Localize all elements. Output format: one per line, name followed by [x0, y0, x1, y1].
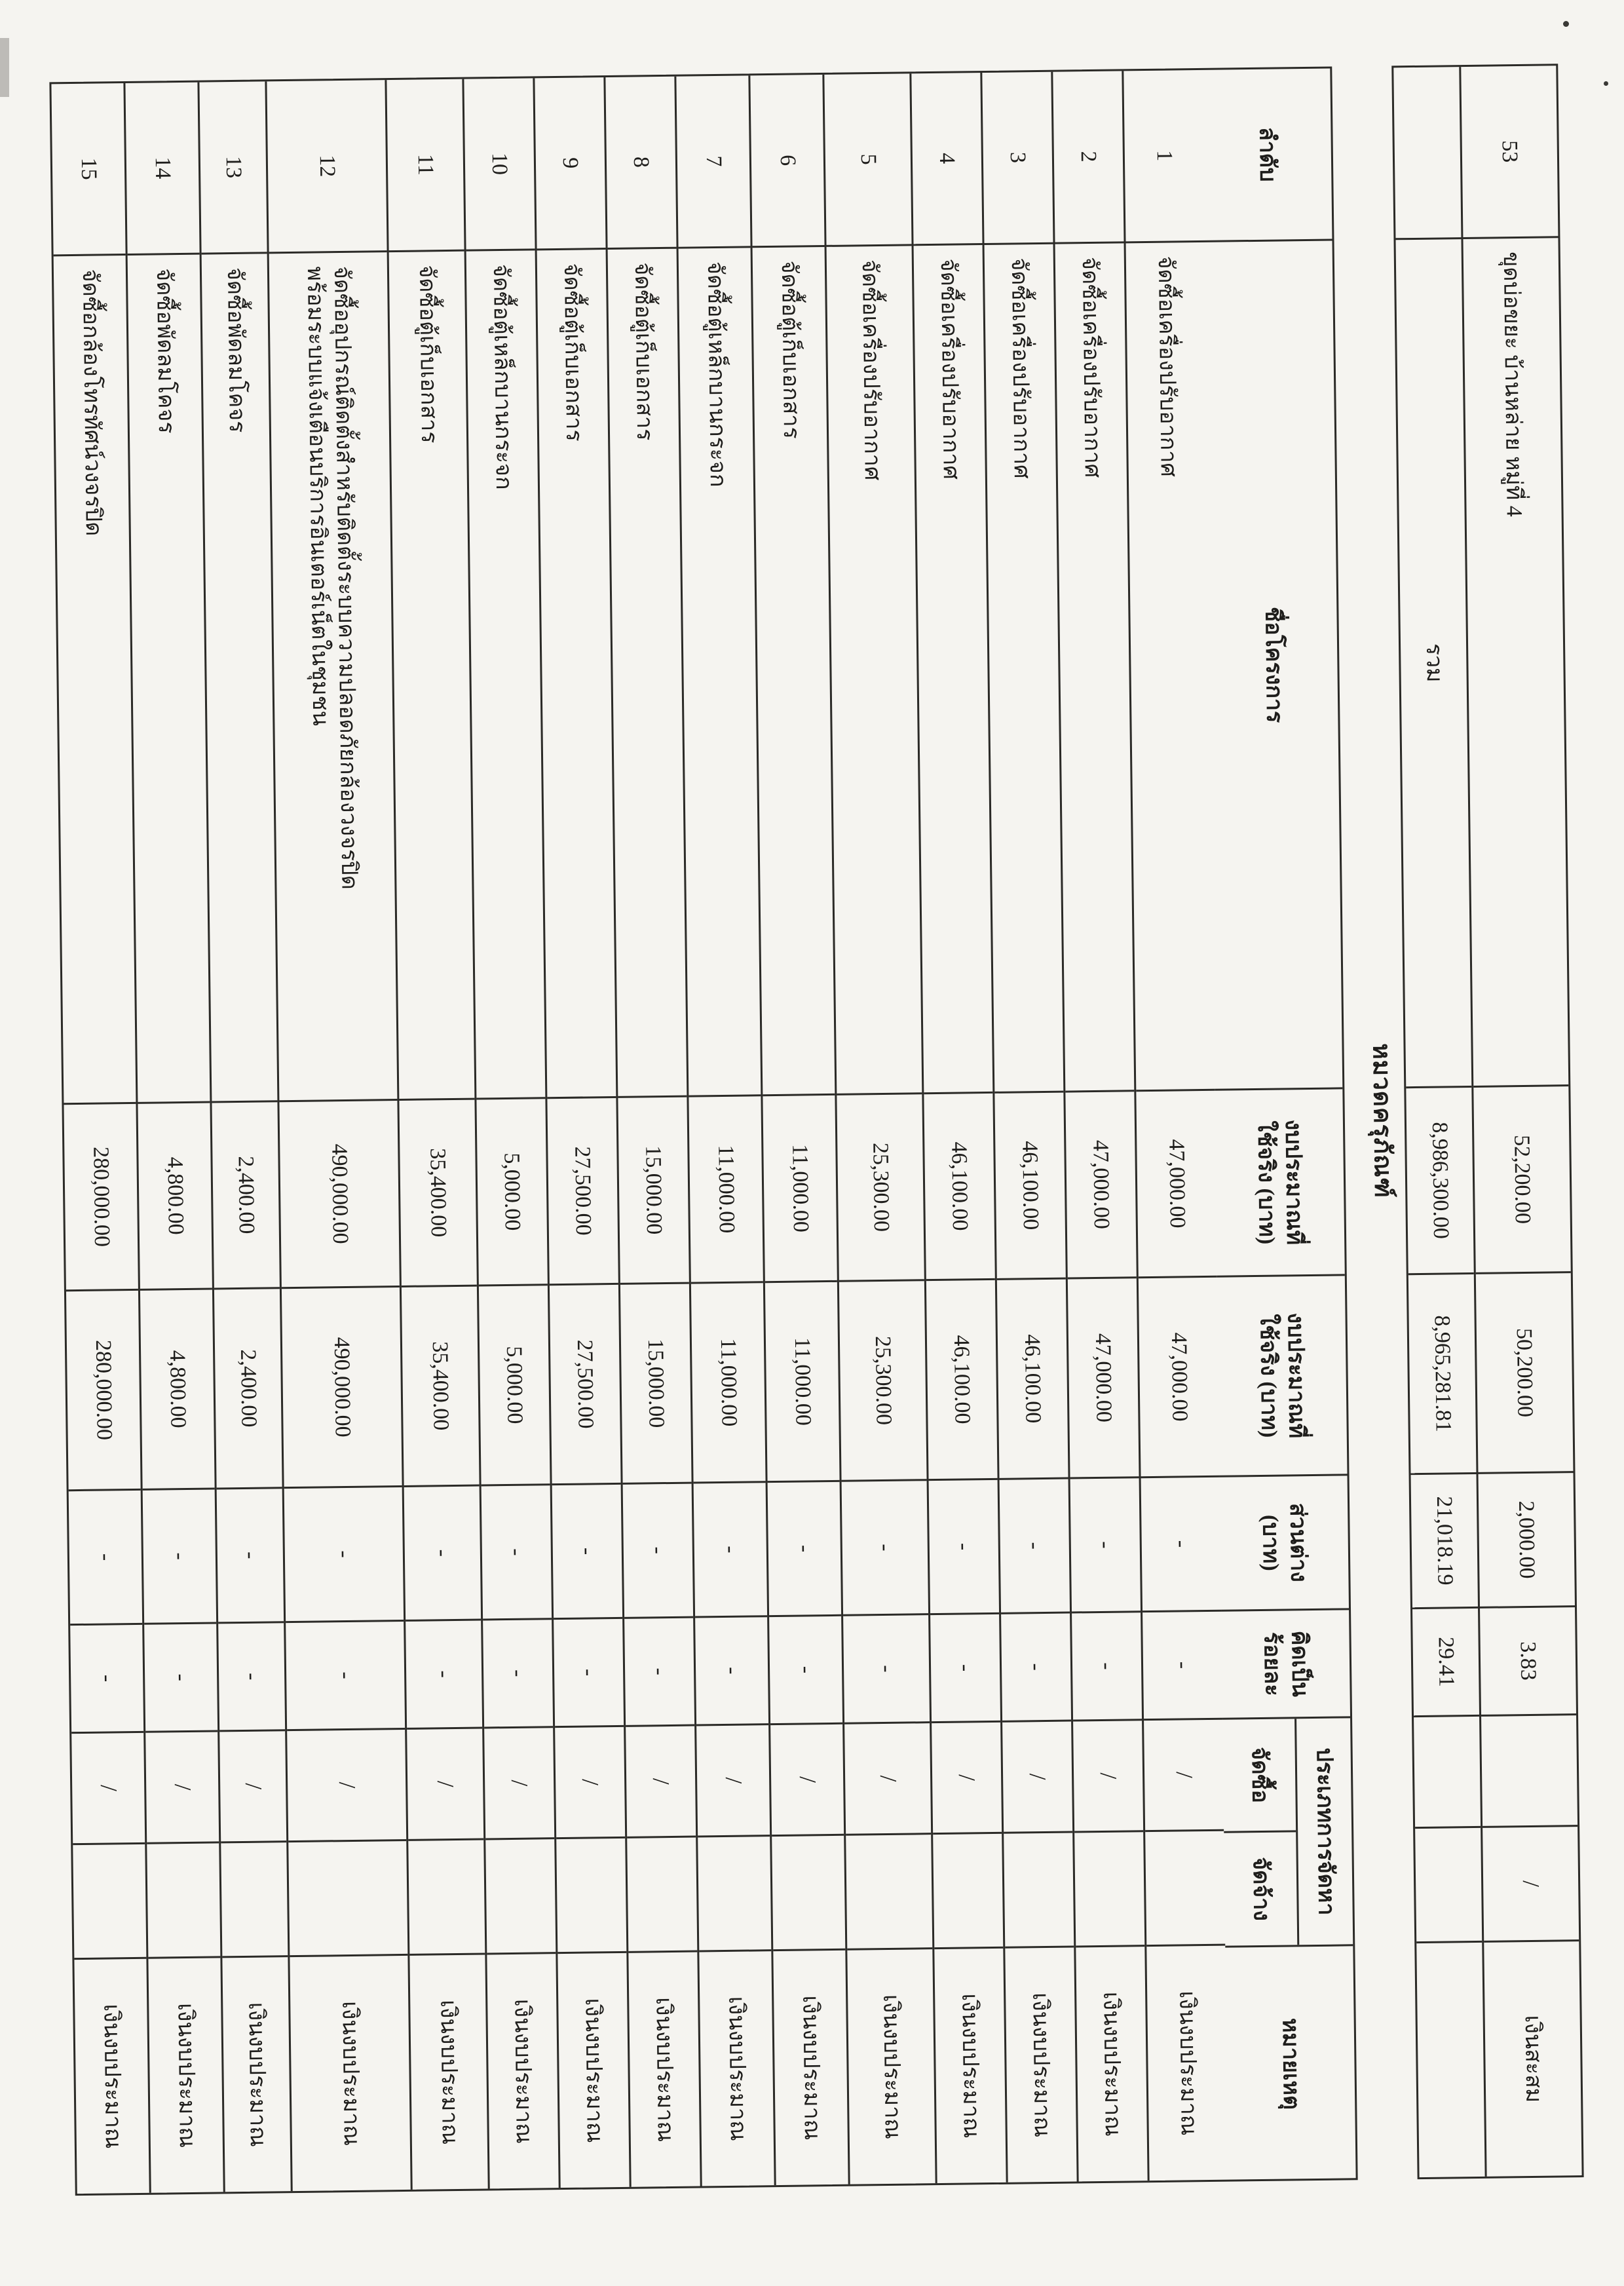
- header-note: หมายเหตุ: [1225, 1944, 1355, 2181]
- hire-mark-cell: [772, 1834, 845, 1949]
- project-name-cell: จัดซื้อตู้เหล็กบานกระจก: [466, 248, 546, 1097]
- difference-cell: 2,000.00: [1478, 1471, 1574, 1607]
- purchase-mark-cell: /: [555, 1725, 625, 1837]
- row-index-cell: 53: [1497, 140, 1522, 163]
- purchase-mark-cell: [1481, 1713, 1577, 1826]
- row-index-cell: 11: [413, 153, 438, 176]
- row-index-cell: 6: [775, 154, 800, 166]
- hire-mark-cell: [485, 1837, 556, 1953]
- table-header-row: [1202, 69, 1355, 2180]
- purchase-mark-cell: /: [71, 1731, 145, 1843]
- percentage-cell: -: [843, 1613, 930, 1723]
- actual-budget-cell: 5,000.00: [479, 1284, 550, 1484]
- project-name-cell: จัดซื้อตู้เหล็กบานกระจก: [679, 246, 761, 1095]
- header-actual: งบประมาณที่ ใช้จริง (บาท): [1217, 1274, 1348, 1475]
- actual-total-cell: 8,965,281.81: [1408, 1272, 1477, 1473]
- percentage-cell: -: [930, 1612, 1000, 1721]
- note-cell: [1416, 1941, 1484, 2177]
- note-cell: เงินงบประมาณ: [409, 1953, 487, 2189]
- difference-total-cell: 21,018.19: [1410, 1472, 1477, 1607]
- difference-cell: -: [552, 1483, 622, 1618]
- hire-mark-cell: [408, 1838, 485, 1954]
- actual-budget-cell: 15,000.00: [620, 1282, 692, 1483]
- note-cell: เงินงบประมาณ: [148, 1956, 223, 2192]
- actual-budget-cell: 27,500.00: [550, 1283, 621, 1483]
- budget-cell: 15,000.00: [618, 1095, 689, 1283]
- header-budget: งบประมาณที่ ใช้จริง (บาท): [1215, 1087, 1344, 1275]
- actual-budget-cell: 2,400.00: [214, 1287, 282, 1487]
- percentage-cell: -: [1001, 1612, 1071, 1721]
- row-index-cell: 7: [701, 155, 726, 167]
- budget-cell: 52,200.00: [1473, 1084, 1570, 1272]
- note-cell: เงินงบประมาณ: [1005, 1946, 1076, 2182]
- header-procurement-type: ประเภทการจัดหา: [1294, 1718, 1353, 1945]
- project-name-cell: จัดซื้อเครื่องปรับอากาศ: [1125, 240, 1215, 1090]
- hire-mark-cell: [1004, 1831, 1074, 1947]
- percentage-cell: -: [1142, 1610, 1222, 1719]
- header-procurement-type-group: [1222, 1716, 1353, 1945]
- percentage-cell: 3.83: [1480, 1605, 1576, 1715]
- purchase-mark-cell: /: [219, 1729, 286, 1841]
- row-index-cell: 3: [1006, 151, 1030, 164]
- row-index-cell: 1: [1152, 149, 1177, 162]
- note-cell: เงินงบประมาณ: [1076, 1945, 1147, 2181]
- project-name-cell: จัดซื้อตู้เก็บเอกสาร: [608, 247, 687, 1096]
- percentage-cell: -: [1072, 1610, 1142, 1719]
- note-cell: เงินงบประมาณ: [487, 1952, 558, 2188]
- budget-cell: 11,000.00: [763, 1094, 837, 1281]
- difference-cell: -: [217, 1487, 284, 1622]
- purchase-mark-cell: /: [932, 1721, 1002, 1833]
- note-cell: เงินงบประมาณ: [847, 1947, 935, 2184]
- actual-budget-cell: 47,000.00: [1068, 1276, 1139, 1477]
- hire-mark-cell: [556, 1837, 626, 1952]
- header-no: ลำดับ: [1255, 126, 1280, 182]
- percentage-cell: -: [286, 1620, 405, 1729]
- row-index-cell: 2: [1076, 151, 1101, 162]
- header-purchase: จัดซื้อ: [1247, 1747, 1272, 1804]
- budget-cell: 35,400.00: [399, 1098, 476, 1286]
- note-cell: เงินงบประมาณ: [628, 1951, 700, 2187]
- difference-cell: -: [1070, 1476, 1141, 1611]
- actual-budget-cell: 4,800.00: [140, 1288, 215, 1489]
- hire-mark-cell: [73, 1842, 146, 1958]
- note-cell: เงินงบประมาณ: [557, 1951, 629, 2188]
- actual-budget-cell: 46,100.00: [926, 1278, 998, 1479]
- hire-mark-cell: [933, 1832, 1003, 1947]
- scan-speck: [1604, 81, 1608, 86]
- difference-cell: -: [69, 1489, 142, 1624]
- header-difference: ส่วนต่าง (บาท): [1220, 1474, 1349, 1609]
- actual-budget-cell: 25,300.00: [839, 1279, 927, 1480]
- difference-cell: -: [1000, 1477, 1070, 1612]
- budget-total-cell: 8,986,300.00: [1406, 1086, 1473, 1273]
- purchase-mark-cell: /: [145, 1730, 219, 1842]
- purchase-mark-cell: [1414, 1715, 1481, 1827]
- note-cell: เงินสะสม: [1484, 1939, 1581, 2177]
- purchase-mark-cell: /: [844, 1721, 931, 1834]
- hire-mark-cell: [698, 1835, 771, 1950]
- budget-cell: 490,000.00: [279, 1099, 399, 1287]
- total-label-cell: รวม: [1395, 237, 1471, 1086]
- project-name-cell: จัดซื้อเครื่องปรับอากาศ: [1055, 241, 1135, 1090]
- difference-cell: -: [404, 1485, 481, 1620]
- row-index-cell: 12: [314, 155, 339, 178]
- section-heading: หมวดครุภัณฑ์: [1367, 1043, 1397, 1199]
- hire-mark-cell: [627, 1836, 697, 1951]
- actual-budget-cell: 11,000.00: [691, 1281, 766, 1481]
- row-index-cell: 10: [487, 152, 512, 176]
- scan-speck: [1563, 21, 1569, 27]
- project-name-cell: จัดซื้อพัดลมโคจร: [128, 253, 210, 1102]
- percentage-cell: -: [406, 1619, 482, 1728]
- budget-cell: 46,100.00: [994, 1091, 1065, 1278]
- percentage-cell: -: [70, 1623, 143, 1732]
- actual-budget-cell: 490,000.00: [282, 1286, 402, 1487]
- difference-cell: -: [143, 1487, 216, 1622]
- budget-cell: 11,000.00: [689, 1094, 763, 1282]
- budget-cell: 47,000.00: [1065, 1090, 1136, 1277]
- actual-budget-cell: 50,200.00: [1476, 1271, 1574, 1472]
- project-name-cell: จัดซื้อตู้เก็บเอกสาร: [537, 248, 616, 1097]
- project-name-cell: จัดซื้อกล้องโทรทัศน์วงจรปิด: [54, 254, 136, 1103]
- budget-cell: 25,300.00: [837, 1092, 924, 1280]
- scan-edge-artifact: [0, 38, 9, 97]
- previous-section-table: [1391, 64, 1583, 2179]
- project-name-cell: จัดซื้อเครื่องปรับอากาศ: [914, 243, 993, 1092]
- hire-mark-cell: [147, 1841, 220, 1956]
- purchase-mark-cell: /: [484, 1726, 554, 1838]
- purchase-mark-cell: /: [287, 1728, 406, 1840]
- row-index-cell: 4: [935, 152, 960, 164]
- row-index-cell: 14: [150, 157, 175, 180]
- difference-cell: -: [284, 1485, 404, 1621]
- note-cell: เงินงบประมาณ: [934, 1947, 1006, 2183]
- percentage-cell: -: [218, 1621, 285, 1730]
- row-index-cell: 15: [76, 157, 101, 180]
- purchase-mark-cell: /: [1002, 1720, 1072, 1832]
- note-cell: เงินงบประมาณ: [699, 1949, 774, 2186]
- row-index-cell: 9: [558, 157, 583, 169]
- header-project-name: ชื่อโครงการ: [1204, 238, 1342, 1088]
- actual-budget-cell: 47,000.00: [1139, 1276, 1220, 1476]
- header-percentage: คิดเป็น ร้อยละ: [1221, 1608, 1350, 1717]
- purchase-mark-cell: /: [1144, 1718, 1224, 1830]
- purchase-mark-cell: /: [770, 1723, 844, 1835]
- budget-cell: 5,000.00: [476, 1097, 547, 1284]
- hire-mark-cell: [221, 1840, 288, 1956]
- actual-budget-cell: 46,100.00: [997, 1278, 1068, 1478]
- difference-cell: -: [768, 1480, 841, 1615]
- purchase-mark-cell: /: [696, 1723, 770, 1835]
- note-cell: เงินงบประมาณ: [222, 1955, 290, 2192]
- row-index-cell: 13: [221, 155, 246, 179]
- purchase-mark-cell: /: [1073, 1719, 1143, 1831]
- hire-mark-cell: [846, 1833, 932, 1949]
- actual-budget-cell: 35,400.00: [402, 1285, 480, 1485]
- equipment-category-table: [49, 66, 1357, 2196]
- note-cell: เงินงบประมาณ: [1146, 1944, 1228, 2181]
- purchase-mark-cell: /: [407, 1727, 483, 1839]
- difference-cell: -: [623, 1482, 693, 1617]
- actual-budget-cell: 280,000.00: [66, 1289, 141, 1489]
- percentage-cell: -: [769, 1614, 842, 1723]
- budget-cell: 46,100.00: [924, 1092, 994, 1279]
- note-cell: เงินงบประมาณ: [290, 1954, 410, 2191]
- percentage-cell: -: [483, 1618, 553, 1726]
- actual-budget-cell: 11,000.00: [765, 1280, 840, 1481]
- row-index-cell: 8: [629, 156, 654, 168]
- project-name-cell: จัดซื้อตู้เก็บเอกสาร: [753, 245, 835, 1094]
- rotated-landscape-sheet: [1, 0, 1624, 2286]
- hire-mark-cell: [1074, 1830, 1144, 1945]
- purchase-mark-cell: /: [626, 1724, 696, 1837]
- note-cell: เงินงบประมาณ: [74, 1957, 149, 2194]
- hire-mark-cell: [1415, 1826, 1482, 1941]
- budget-cell: 2,400.00: [212, 1100, 279, 1287]
- budget-cell: 47,000.00: [1136, 1089, 1217, 1276]
- difference-cell: -: [842, 1479, 928, 1614]
- project-name-cell: จัดซื้อพัดลมโคจร: [202, 252, 278, 1101]
- project-name-cell: จัดซื้ออุปกรณ์ติดตั้งสำหรับติดตั้งระบบความปลอดภัยกล้องวงจรปิด พร้อมระบบแจ้งเตือนบริการอินเตอร์เน็ตในชุมชน: [269, 250, 398, 1100]
- row-index-cell: 5: [856, 153, 880, 165]
- difference-cell: -: [929, 1478, 999, 1613]
- budget-cell: 280,000.00: [64, 1102, 138, 1289]
- note-cell: เงินงบประมาณ: [773, 1949, 848, 2185]
- project-name-cell: จัดซื้อเครื่องปรับอากาศ: [985, 242, 1064, 1092]
- percentage-total-cell: 29.41: [1412, 1607, 1479, 1715]
- project-name-cell: ขุดบ่อขยะ บ้านหล่าย หมู่ที่ 4: [1463, 236, 1568, 1086]
- budget-cell: 27,500.00: [547, 1096, 618, 1284]
- percentage-cell: -: [695, 1615, 768, 1724]
- difference-cell: -: [1141, 1476, 1221, 1610]
- project-name-cell: จัดซื้อตู้เก็บเอกสาร: [389, 250, 475, 1099]
- difference-cell: -: [694, 1481, 767, 1616]
- difference-cell: -: [482, 1483, 552, 1618]
- project-name-cell: จัดซื้อเครื่องปรับอากาศ: [827, 244, 922, 1093]
- header-hire: จัดจ้าง: [1224, 1830, 1297, 1945]
- percentage-cell: -: [144, 1622, 217, 1730]
- budget-cell: 4,800.00: [138, 1101, 212, 1289]
- percentage-cell: -: [624, 1616, 694, 1725]
- hire-mark-cell: /: [1482, 1825, 1579, 1941]
- hire-mark-cell: [288, 1839, 407, 1955]
- row-index-cell: [1393, 67, 1461, 238]
- hire-mark-cell: [1145, 1829, 1225, 1945]
- percentage-cell: -: [554, 1617, 624, 1726]
